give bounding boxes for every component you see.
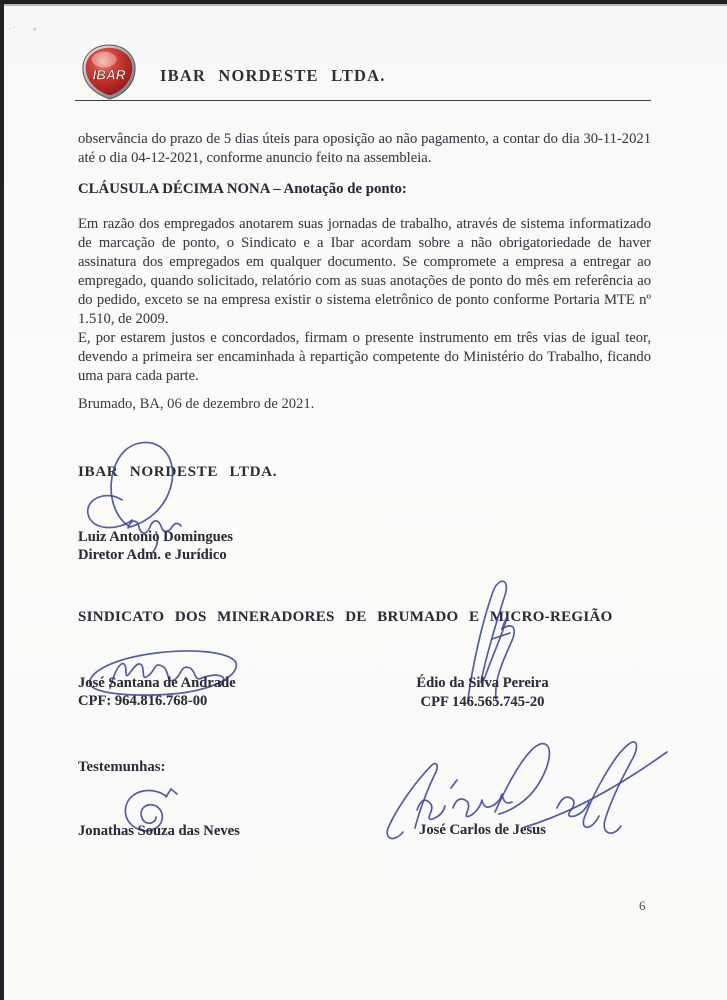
scan-edge-top (0, 0, 727, 4)
company-signatory-name: Luiz Antonio Domingues (78, 529, 233, 545)
witness-right-name: José Carlos de Jesus (419, 822, 546, 838)
paragraph-intro: observância do prazo de 5 dias úteis para oposição ao não pagamento, a contar do dia 30-11-2021 até o dia 04-12-2021, conforme anuncio feito na assembleia. (78, 130, 651, 166)
union-heading: SINDICATO DOS MINERADORES DE BRUMADO E MICRO-REGIÃO (78, 609, 613, 625)
scan-edge-left (0, 0, 4, 1000)
scan-speck: ·˙ (6, 23, 16, 35)
logo-wordmark: IBAR (92, 67, 126, 83)
union-right-signatory-name: Édio da Silva Pereira (416, 675, 549, 691)
company-signature-heading: IBAR NORDESTE LTDA. (78, 463, 278, 480)
ibar-logo-icon (80, 44, 138, 100)
page-number: 6 (639, 898, 646, 913)
scan-speck: ˟ (33, 26, 37, 36)
union-left-signatory-cpf: CPF: 964.816.768-00 (78, 693, 208, 709)
witness-left-name: Jonathas Souza das Neves (78, 823, 240, 839)
union-right-signatory-cpf: CPF 146.565.745-20 (420, 694, 545, 710)
union-left-signatory-name: José Santana de Andrade (78, 675, 236, 691)
paragraph-clause-body: Em razão dos empregados anotarem suas jornadas de trabalho, através de sistema informatizado de marcação de ponto, o Sindicato e a Ibar acordam sobre a não obrigatoriedade de haver assinatura dos empregados em qualquer documento. Se compromete a empresa a entregar ao empregado, quando solicitado, relatório com as suas anotações de ponto do mês em referência ao do pedido, exceto se na empresa existir o sistema eletrônico de ponto conforme Portaria MTE nº 1.510, de 2009. (78, 215, 651, 327)
witnesses-heading: Testemunhas: (78, 759, 166, 775)
company-signatory-role: Diretor Adm. e Jurídico (78, 547, 227, 563)
dateline: Brumado, BA, 06 de dezembro de 2021. (78, 396, 315, 412)
paragraph-closing: E, por estarem justos e concordados, firmam o presente instrumento em três vias de igual teor, devendo a primeira ser encaminhada à repartição competente do Ministério do Trabalho, ficando uma para cada parte. (78, 329, 651, 384)
letterhead-divider (75, 100, 651, 101)
letterhead-company-name: IBAR NORDESTE LTDA. (160, 66, 386, 85)
clause-heading: CLÁUSULA DÉCIMA NONA – Anotação de ponto: (78, 181, 407, 197)
